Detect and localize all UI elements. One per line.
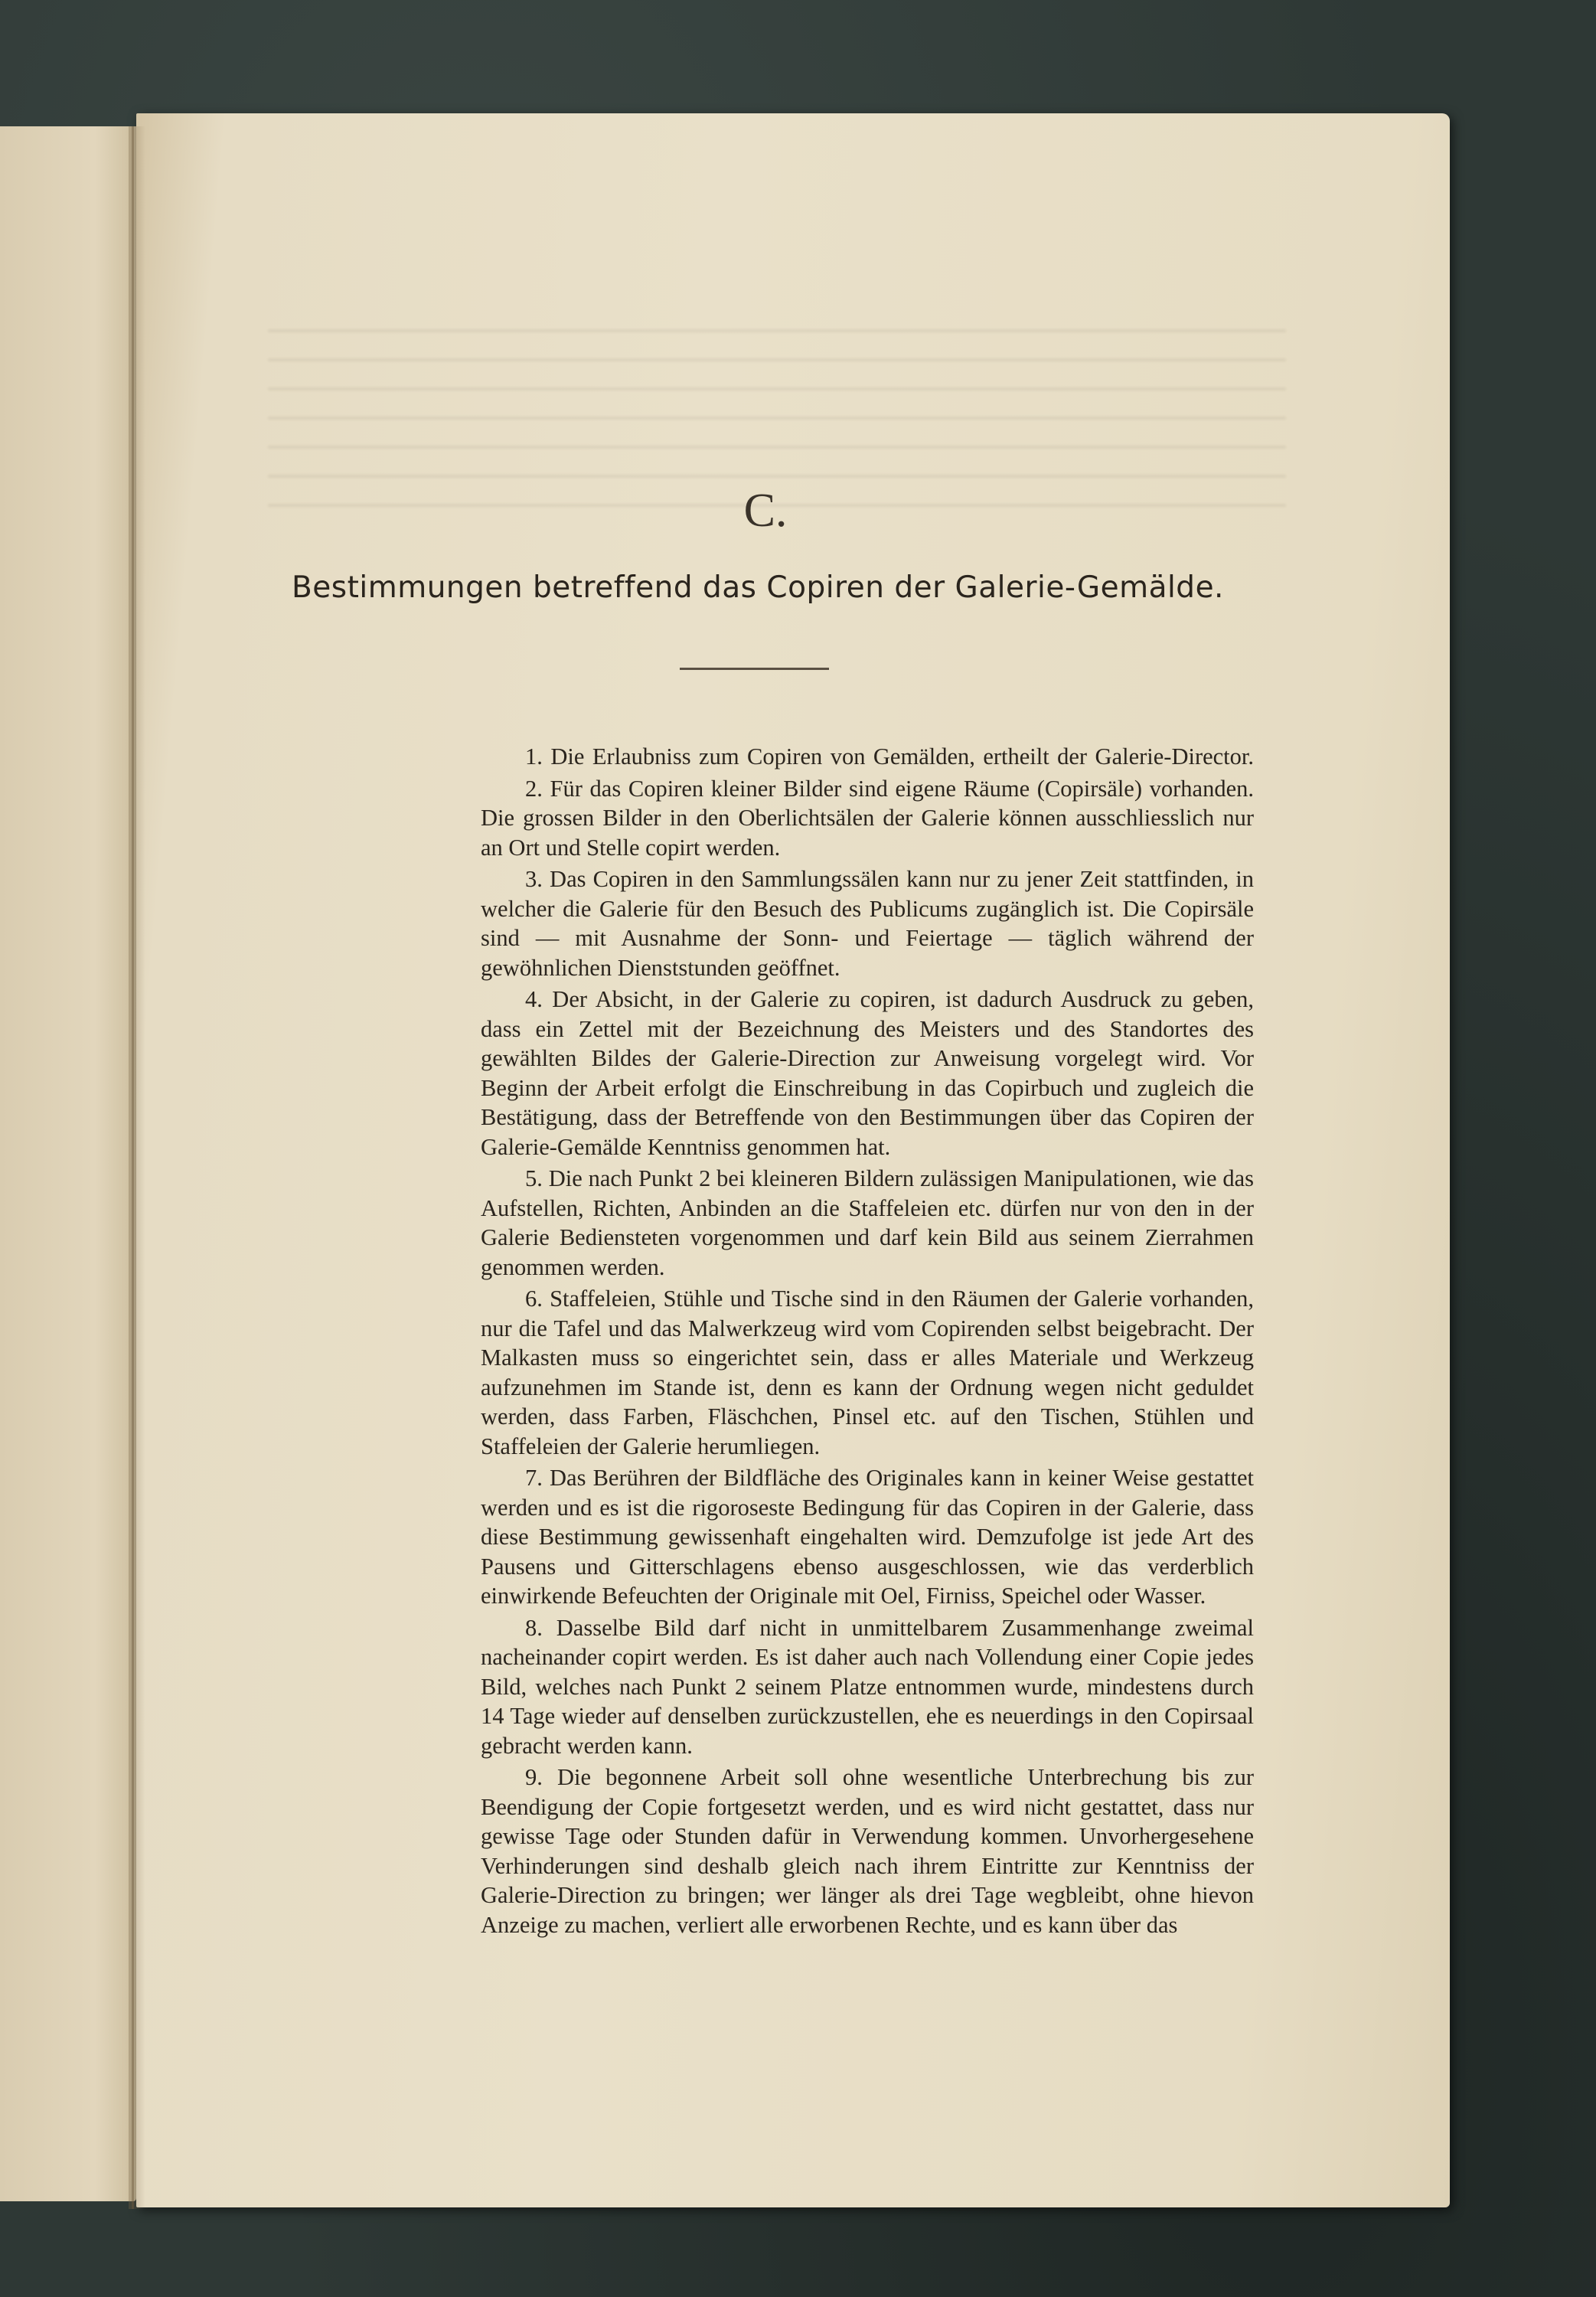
rule-paragraph-5: 5. Die nach Punkt 2 bei kleineren Bildern zulässigen Manipulationen, wie das Aufstellen, Richten, Anbinden an die Staffeleien etc. dürfen nur von den in der Galerie Bediensteten vorgenommen und darf kein Bild aus seinem Zierrahmen genommen werden.: [481, 1165, 1254, 1280]
left-page-edge: [0, 126, 136, 2201]
rule-paragraph-9: 9. Die begonnene Arbeit soll ohne wesentliche Unterbrechung bis zur Beendigung der Copie fortgesetzt werden, und es wird nicht gestattet, dass nur gewisse Tage oder Stunden dafür in Verwendung kommen. Unvorhergesehene Verhinderungen sind deshalb gleich nach ihrem Eintritte zur Kenntniss der Galerie-Direction zu bringen; wer länger als drei Tage wegbleibt, ohne hievon Anzeige zu machen, verliert alle erworbenen Rechte, und es kann über das: [481, 1764, 1254, 1938]
title-rule: [680, 668, 829, 670]
section-letter: C.: [743, 485, 788, 537]
rule-paragraph-8: 8. Dasselbe Bild darf nicht in unmittelbarem Zusammenhange zweimal nacheinander copirt werden. Es ist daher auch nach Vollendung einer Copie jedes Bild, welches nach Punkt 2 seinem Platze entnommen wurde, mindestens durch 14 Tage wieder auf denselben zurückzustellen, ehe es neuerdings in den Copirsaal gebracht werden kann.: [481, 1614, 1254, 1759]
rule-paragraph-6: 6. Staffeleien, Stühle und Tische sind in den Räumen der Galerie vorhanden, nur die Tafel und das Malwerkzeug wird vom Copirenden selbst beigebracht. Der Malkasten muss so eingerichtet sein, dass er alles Materiale und Werkzeug aufzunehmen im Stande ist, denn es kann der Ordnung wegen nicht geduldet werden, dass Farben, Fläschchen, Pinsel etc. auf den Tischen, Stühlen und Staffeleien der Galerie herumliegen.: [481, 1286, 1254, 1459]
document-title: Bestimmungen betreffend das Copiren der Galerie-Gemälde.: [292, 570, 1224, 605]
rule-paragraph-3: 3. Das Copiren in den Sammlungssälen kann nur zu jener Zeit stattfinden, in welcher die Galerie für den Besuch des Publicums zugänglich ist. Die Copirsäle sind — mit Ausnahme der Sonn- und Feiertage — täglich während der gewöhnlichen Dienststunden geöffnet.: [481, 866, 1254, 981]
rule-paragraph-4: 4. Der Absicht, in der Galerie zu copiren, ist dadurch Ausdruck zu geben, dass ein Zettel mit der Bezeichnung des Meisters und des Standortes des gewählten Bildes der Galerie-Direction zur Anweisung vorgelegt wird. Vor Beginn der Arbeit erfolgt die Einschreibung in das Copirbuch und zugleich die Bestätigung, dass der Betreffende von den Bestimmungen über das Copiren der Galerie-Gemälde Kenntniss genommen hat.: [481, 986, 1254, 1160]
page-fold: [132, 126, 134, 2209]
rule-paragraph-1: 1. Die Erlaubniss zum Copiren von Gemälden, ertheilt der Galerie-Director.: [525, 743, 1254, 769]
rules-body: [481, 742, 1254, 1942]
rule-paragraph-7: 7. Das Berühren der Bildfläche des Originales kann in keiner Weise gestattet werden und es ist die rigoroseste Bedingung für das Copiren in der Galerie, dass diese Bestimmung gewissenhaft eingehalten wird. Demzufolge ist jede Art des Pausens und Gitterschlagens ebenso ausgeschlossen, wie das verderblich einwirkende Befeuchten der Originale mit Oel, Firniss, Speichel oder Wasser.: [481, 1465, 1254, 1609]
rule-paragraph-2: 2. Für das Copiren kleiner Bilder sind eigene Räume (Copirsäle) vorhanden. Die grossen Bilder in den Oberlichtsälen der Galerie können ausschliesslich nur an Ort und Stelle copirt werden.: [481, 775, 1254, 861]
